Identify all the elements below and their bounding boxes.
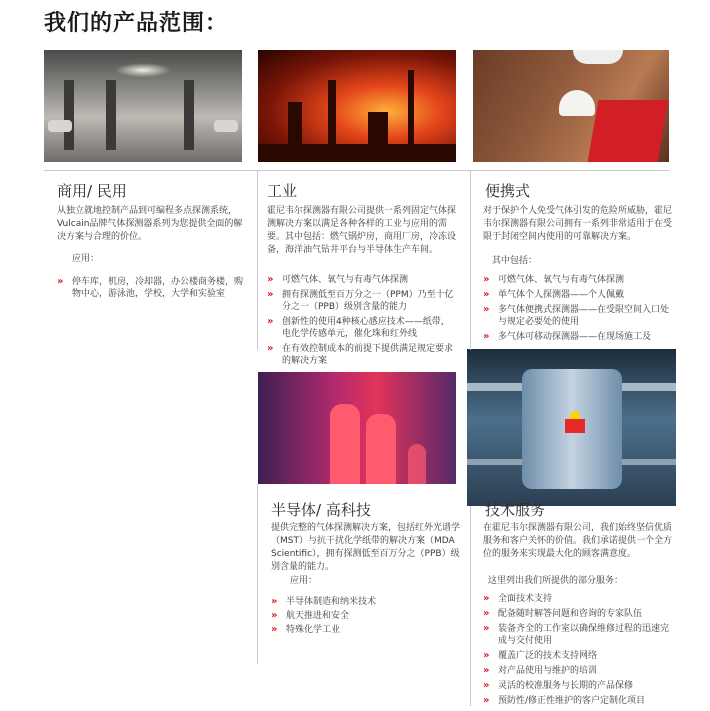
list-item: » 灵活的校准服务与长期的产品保修 [483,680,634,691]
red-double-chevron-icon: » [271,624,278,635]
list-item: » 在有效控制成本的前提下提供满足规定要求的解决方案 [267,343,454,366]
portable-list [483,274,673,343]
red-double-chevron-icon: » [483,665,490,676]
list-item: » 单气体个人探测器——个人佩戴 [483,289,625,300]
red-double-chevron-icon: » [483,304,490,315]
cleanroom-photo [258,372,456,484]
commercial-description: 从独立就地控制产品到可编程多点探测系统，Vulcain品牌气体探测器系列为您提供全面的解决方案与合理的价位。 [57,206,243,242]
refinery-night-photo [258,50,456,162]
red-double-chevron-icon: » [483,695,490,706]
list-item: » 可燃气体、氧气与有毒气体探测 [267,274,409,285]
list-item: » 航天推进和安全 [271,610,350,621]
list-item: » 配备随时解答问题和咨询的专家队伍 [483,608,643,619]
list-item: » 拥有探测低至百万分之一（PPM）乃至十亿分之一（PPB）级别含量的能力 [267,289,454,312]
section-title-industrial: 工业 [267,182,298,200]
industrial-plant-photo [467,349,676,506]
list-item: » 对产品使用与维护的培训 [483,665,598,676]
red-double-chevron-icon: » [267,274,274,285]
semiconductor-sub: 应用： [290,576,318,586]
red-double-chevron-icon: » [483,289,490,300]
list-item: » 覆盖广泛的技术支持网络 [483,650,598,661]
list-item: » 半导体制造和纳米技术 [271,596,377,607]
service-sub: 这里列出我们所提供的部分服务： [488,576,624,586]
industrial-list [267,274,457,367]
portable-description: 对于保护个人免受气体引发的危险所威胁，霍尼韦尔探测器有限公司拥有一系列非常适用于在受限于封闭空间内使用的可靠解决方案。 [483,206,673,242]
red-double-chevron-icon: » [483,680,490,691]
industrial-description: 霍尼韦尔探测器有限公司提供一系列固定气体探测解决方案以满足各种各样的工业与应用的需要。其中包括：燃气锅炉房，商用厂房，冷冻设备，海洋油气钻井平台与半导体生产车间。 [267,206,457,255]
list-item: » 多气体便携式探测器——在受限空间入口处与规定必要处的使用 [483,304,670,327]
red-double-chevron-icon: » [483,650,490,661]
semiconductor-description: 提供完整的气体探测解决方案，包括红外光谱学（MST）与抗干扰化学纸带的解决方案（MDA Scientific），拥有探测低至百万分之（PPB）级别含量的能力。 [271,523,461,572]
section-title-service: 技术服务 [485,501,546,519]
list-item: » 多气体可移动探测器——在现场施工及 [483,331,652,342]
list-item: » 特殊化学工业 [271,624,341,635]
list-item: » 创新性的使用4种核心感应技术——纸带，电化学传感单元，催化珠和红外线 [267,316,450,339]
semiconductor-list [271,596,461,636]
red-double-chevron-icon: » [483,593,490,604]
red-double-chevron-icon: » [483,623,490,634]
red-double-chevron-icon: » [271,610,278,621]
service-description: 在霍尼韦尔探测器有限公司，我们始终坚信优质服务和客户关怀的价值。我们承诺提供一个全方位的服务来实现最大化的顾客满意度。 [483,523,673,559]
portable-sub: 其中包括： [492,256,538,266]
column-divider [257,170,258,350]
red-double-chevron-icon: » [267,343,274,354]
red-double-chevron-icon: » [57,276,64,287]
section-divider [44,170,669,171]
service-list [483,593,673,707]
list-item: » 预防性/修正性维护的客户定制化项目 [483,695,646,706]
red-double-chevron-icon: » [483,608,490,619]
parking-garage-photo [44,50,242,162]
commercial-list [57,276,247,300]
column-divider [470,506,471,706]
section-title-portable: 便携式 [485,182,531,200]
red-double-chevron-icon: » [271,596,278,607]
red-double-chevron-icon: » [483,274,490,285]
red-double-chevron-icon: » [267,289,274,300]
commercial-sub: 应用： [72,254,100,264]
list-item: » 全面技术支持 [483,593,553,604]
list-item: » 装备齐全的工作室以确保维修过程的迅速完成与交付使用 [483,623,670,646]
red-double-chevron-icon: » [483,331,490,342]
section-title-semiconductor: 半导体/ 高科技 [271,501,371,519]
red-double-chevron-icon: » [267,316,274,327]
section-title-commercial: 商用/ 民用 [57,182,127,200]
page-title: 我们的产品范围： [44,11,229,36]
list-item: » 可燃气体、氧气与有毒气体探测 [483,274,625,285]
list-item: » 停车库，机房，冷却器，办公楼商务楼，购物中心，游泳池，学校，大学和实验室 [57,276,244,299]
worker-with-gas-detector-photo [473,50,669,162]
column-divider [470,170,471,350]
column-divider [257,484,258,664]
